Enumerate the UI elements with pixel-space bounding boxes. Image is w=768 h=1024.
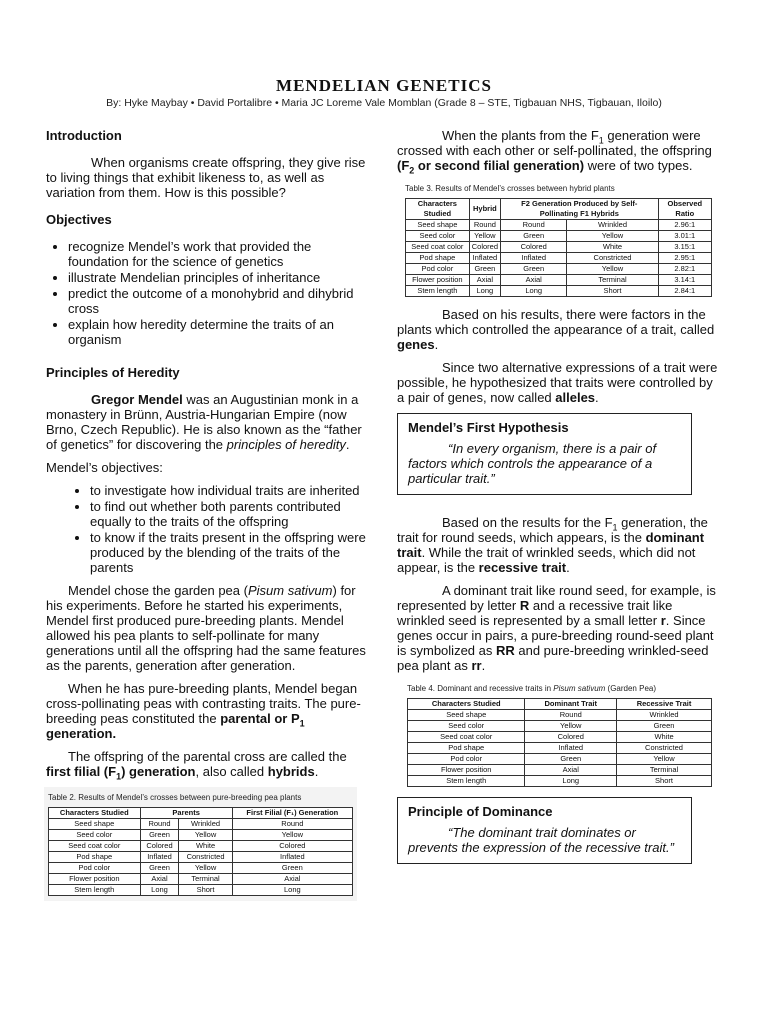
table-cell: Wrinkled — [179, 819, 232, 830]
table-cell: White — [179, 841, 232, 852]
text: and pure-breeding wrinkled-seed pea plant as — [397, 643, 709, 673]
table4-figure — [407, 681, 712, 787]
table-row — [406, 264, 712, 275]
table-header: Characters Studied — [49, 808, 141, 819]
table-row — [408, 765, 712, 776]
paragraph-genes — [397, 307, 722, 352]
table-cell: Seed color — [49, 830, 141, 841]
table-header: Recessive Trait — [617, 699, 712, 710]
table-header: Dominant Trait — [525, 699, 617, 710]
list-item: • illustrate Mendelian principles of inheritance — [68, 270, 366, 285]
subscript: 1 — [598, 135, 604, 146]
table-row — [406, 242, 712, 253]
table-cell: Axial — [469, 275, 500, 286]
table-cell: Long — [525, 776, 617, 787]
table-cell: Constricted — [617, 743, 712, 754]
table-header: Characters Studied — [408, 699, 525, 710]
table-row — [406, 231, 712, 242]
table-cell: Colored — [501, 242, 567, 253]
table-cell: Yellow — [567, 231, 658, 242]
table-row — [49, 863, 353, 874]
text: was an Augustinian monk in a monastery in Brünn, Austria-Hungarian Empire (now Brno, Czech Republic). He is also known as the “father of genetics” for discovering the — [46, 392, 362, 452]
paragraph-dominant-recessive — [397, 515, 722, 575]
table-header: Hybrid — [469, 199, 500, 220]
list-item: • to investigate how individual traits are inherited — [90, 483, 366, 498]
table-cell: Round — [501, 220, 567, 231]
table-cell: Stem length — [49, 885, 141, 896]
table-cell: Seed coat color — [408, 732, 525, 743]
subscript: 2 — [409, 165, 415, 176]
authors-line: By: Hyke Maybay • David Portalibre • Maria JC Loreme Vale Momblan (Grade 8 – STE, Tigbauan NHS, Tigbauan, Iloilo) — [106, 97, 662, 109]
table-cell: Round — [525, 710, 617, 721]
bold-text: r — [660, 613, 666, 628]
table-cell: Seed color — [408, 721, 525, 732]
table3-caption: Table 3. Results of Mendel’s crosses between hybrid plants — [405, 184, 615, 193]
paragraph-f2-generation — [397, 128, 722, 176]
table-cell: Stem length — [408, 776, 525, 787]
table-cell: Green — [140, 863, 179, 874]
table-cell: Constricted — [179, 852, 232, 863]
hypothesis-quote: “In every organism, there is a pair of factors which controls the appearance of a particular trait.” — [408, 441, 657, 486]
table-row — [406, 286, 712, 297]
table-cell: Pod shape — [49, 852, 141, 863]
hypothesis-title: Mendel’s First Hypothesis — [408, 420, 569, 435]
bold-text: ) generation — [121, 764, 196, 779]
bold-text: dominant trait — [397, 530, 705, 560]
table-cell: Pod color — [408, 754, 525, 765]
table-row — [408, 776, 712, 787]
dominance-title: Principle of Dominance — [408, 804, 553, 819]
table-cell: Long — [232, 885, 352, 896]
paragraph-symbols — [397, 583, 722, 673]
bold-text: Gregor Mendel — [91, 392, 183, 407]
table-cell: Seed coat color — [49, 841, 141, 852]
table-row — [49, 885, 353, 896]
table-row — [49, 819, 353, 830]
bold-text: alleles — [555, 390, 596, 405]
text: Based on the results for the F — [442, 515, 613, 530]
paragraph-first-filial — [46, 749, 366, 782]
table-cell: Yellow — [232, 830, 352, 841]
table-cell: Inflated — [469, 253, 500, 264]
table-cell: 2.96:1 — [658, 220, 711, 231]
subscript: 1 — [116, 771, 122, 782]
table-cell: Terminal — [617, 765, 712, 776]
table-cell: Yellow — [617, 754, 712, 765]
table-header: First Filial (F₁) Generation — [232, 808, 352, 819]
table-cell: Pod shape — [406, 253, 470, 264]
table-cell: Long — [501, 286, 567, 297]
text: were of two types. — [584, 158, 693, 173]
table-cell: Yellow — [179, 830, 232, 841]
table-cell: Axial — [140, 874, 179, 885]
document-title: MENDELIAN GENETICS — [276, 76, 492, 95]
table-cell: Seed shape — [408, 710, 525, 721]
paragraph-garden-pea — [46, 583, 366, 673]
table-cell: Wrinkled — [567, 220, 658, 231]
bold-text: (F — [397, 158, 410, 173]
table-cell: Axial — [525, 765, 617, 776]
table-cell: Green — [617, 721, 712, 732]
text: . — [314, 764, 319, 779]
table-cell: Seed coat color — [406, 242, 470, 253]
table-cell: 2.84:1 — [658, 286, 711, 297]
text: generation were crossed with each other or self-pollinated, the offspring — [397, 128, 712, 158]
paragraph-mendel-intro — [46, 392, 366, 452]
text: Based on his results, there were factors in the plants which controlled the appearance of a trait, called — [397, 307, 715, 337]
italic-text: principles of heredity — [226, 437, 346, 452]
table-cell: Inflated — [232, 852, 352, 863]
table-cell: Round — [232, 819, 352, 830]
text: . — [434, 337, 439, 352]
table-cell: Green — [525, 754, 617, 765]
table-cell: 3.14:1 — [658, 275, 711, 286]
bold-text: hybrids — [267, 764, 315, 779]
text: . — [566, 560, 570, 575]
table-cell: Yellow — [179, 863, 232, 874]
table-header: Observed Ratio — [658, 199, 711, 220]
objectives-heading: Objectives — [46, 212, 112, 227]
table-cell: Yellow — [469, 231, 500, 242]
subscript: 1 — [612, 522, 618, 533]
table-cell: Green — [501, 231, 567, 242]
italic-text: Pisum sativum — [247, 583, 333, 598]
text: . — [481, 658, 486, 673]
dominance-box — [397, 797, 692, 864]
list-item: • to find out whether both parents contributed equally to the traits of the offspring — [90, 499, 366, 529]
table-cell: Axial — [232, 874, 352, 885]
subscript: 1 — [299, 718, 305, 729]
bold-text: R — [519, 598, 530, 613]
table-cell: 3.01:1 — [658, 231, 711, 242]
text: . — [345, 437, 350, 452]
bold-text: recessive trait — [478, 560, 567, 575]
table4 — [407, 698, 712, 787]
table-row — [408, 710, 712, 721]
table-cell: Stem length — [406, 286, 470, 297]
right-column — [397, 128, 722, 874]
italic-text: Pisum sativum — [553, 684, 606, 693]
table-cell: Green — [232, 863, 352, 874]
table-cell: Green — [140, 830, 179, 841]
table-row — [408, 743, 712, 754]
table-cell: 2.82:1 — [658, 264, 711, 275]
table-cell: Pod color — [406, 264, 470, 275]
table-cell: Seed color — [406, 231, 470, 242]
table-cell: Long — [140, 885, 179, 896]
table-row — [49, 874, 353, 885]
dominance-quote: “The dominant trait dominates or prevents the expression of the recessive trait.” — [408, 825, 674, 855]
bold-text: parental or P — [220, 711, 300, 726]
bold-text: genes — [397, 337, 435, 352]
table-cell: Inflated — [501, 253, 567, 264]
table-cell: Long — [469, 286, 500, 297]
paragraph-parental-generation — [46, 681, 366, 741]
table-cell: 3.15:1 — [658, 242, 711, 253]
table-row — [406, 220, 712, 231]
table-cell: Green — [501, 264, 567, 275]
table-cell: Terminal — [567, 275, 658, 286]
table-row — [49, 830, 353, 841]
table-cell: Pod shape — [408, 743, 525, 754]
table-row — [408, 732, 712, 743]
mendel-objectives-label: Mendel’s objectives: — [46, 460, 163, 475]
table-cell: Colored — [525, 732, 617, 743]
text: , also called — [195, 764, 268, 779]
list-item: • explain how heredity determine the traits of an organism — [68, 317, 366, 347]
table-cell: Green — [469, 264, 500, 275]
table-cell: Constricted — [567, 253, 658, 264]
table-cell: Yellow — [567, 264, 658, 275]
paragraph-alleles — [397, 360, 722, 405]
text: Mendel chose the garden pea ( — [68, 583, 248, 598]
text: When he has pure-breeding plants, Mendel began cross-pollinating peas with contrasting traits. The pure-breeding peas constituted the — [46, 681, 361, 726]
table-cell: Pod color — [49, 863, 141, 874]
table-cell: Seed shape — [406, 220, 470, 231]
left-column — [46, 128, 366, 901]
table2-caption: Table 2. Results of Mendel’s crosses between pure-breeding pea plants — [48, 793, 302, 802]
table3 — [405, 198, 712, 297]
mendel-objectives-list — [46, 483, 366, 575]
table-cell: White — [567, 242, 658, 253]
table-cell: Short — [567, 286, 658, 297]
table-cell: Round — [140, 819, 179, 830]
table-cell: Flower position — [408, 765, 525, 776]
list-item: • recognize Mendel’s work that provided the foundation for the science of genetics — [68, 239, 366, 269]
introduction-text: When organisms create offspring, they give rise to living things that exhibit likeness to, as well as variation from them. How is this possible? — [46, 155, 366, 200]
table-cell: Flower position — [49, 874, 141, 885]
table-cell: Yellow — [525, 721, 617, 732]
table-cell: White — [617, 732, 712, 743]
table-cell: Colored — [232, 841, 352, 852]
bold-text: RR — [495, 643, 515, 658]
list-item: • to know if the traits present in the offspring were produced by the blending of the traits of the parents — [90, 530, 366, 575]
bold-text: or second filial generation) — [414, 158, 585, 173]
list-item: • predict the outcome of a monohybrid and dihybrid cross — [68, 286, 366, 316]
text: . — [595, 390, 599, 405]
text: The offspring of the parental cross are called the — [68, 749, 347, 764]
bold-text: first filial (F — [46, 764, 117, 779]
text: When the plants from the F — [442, 128, 599, 143]
table-header: F2 Generation Produced by Self-Pollinating F1 Hybrids — [501, 199, 659, 220]
text: and a recessive trait like wrinkled seed is represented by a small letter — [397, 598, 673, 628]
table-cell: Round — [469, 220, 500, 231]
table-header: Characters Studied — [406, 199, 470, 220]
table-cell: Flower position — [406, 275, 470, 286]
table-header: Parents — [140, 808, 232, 819]
table-row — [406, 253, 712, 264]
text: A dominant trait like round seed, for example, is represented by letter — [397, 583, 716, 613]
table3-figure — [405, 181, 712, 297]
table-cell: Axial — [501, 275, 567, 286]
text: Table 4. Dominant and recessive traits in — [407, 684, 554, 693]
table-row — [49, 852, 353, 863]
hypothesis-box — [397, 413, 692, 495]
bold-text: rr — [471, 658, 482, 673]
table-cell: Colored — [140, 841, 179, 852]
table-row — [408, 721, 712, 732]
table-cell: Short — [617, 776, 712, 787]
table-cell: Terminal — [179, 874, 232, 885]
table-cell: Short — [179, 885, 232, 896]
text: generation, the trait for round seeds, which appears, is the — [397, 515, 708, 545]
text: . While the trait of wrinkled seeds, which did not appear, is the — [397, 545, 696, 575]
table-row — [406, 275, 712, 286]
introduction-heading: Introduction — [46, 128, 122, 143]
text: . Since genes occur in pairs, a pure-breeding round-seed plant is symbolized as — [397, 613, 714, 658]
table-cell: Wrinkled — [617, 710, 712, 721]
principles-heading: Principles of Heredity — [46, 365, 180, 380]
table-cell: 2.95:1 — [658, 253, 711, 264]
table-cell: Inflated — [525, 743, 617, 754]
text: (Garden Pea) — [605, 684, 657, 693]
bold-text: generation. — [46, 726, 117, 741]
table-row — [49, 841, 353, 852]
table2-figure — [44, 787, 357, 901]
table-cell: Inflated — [140, 852, 179, 863]
table2 — [48, 807, 353, 896]
table-cell: Colored — [469, 242, 500, 253]
objectives-list — [46, 239, 366, 347]
text: ) for his experiments. Before he started his experiments, Mendel first produced pure-breeding plants. Mendel allowed his pea plants to self-pollinate for many generations until all the offspring had the same features as the parents, generation after generation. — [46, 583, 366, 673]
text: Since two alternative expressions of a trait were possible, he hypothesized that traits were controlled by a pair of genes, now called — [397, 360, 718, 405]
table-row — [408, 754, 712, 765]
table-cell: Seed shape — [49, 819, 141, 830]
table4-caption — [407, 681, 712, 696]
